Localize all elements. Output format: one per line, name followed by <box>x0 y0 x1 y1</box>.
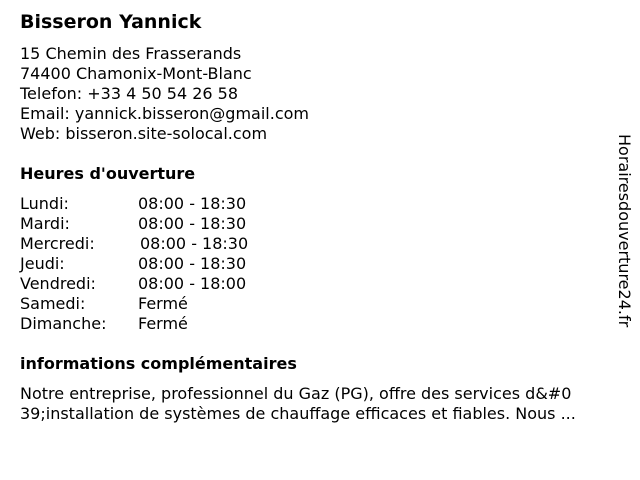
info-description <box>20 384 625 424</box>
day-label: Jeudi: <box>20 254 65 273</box>
hours-row-sunday <box>20 314 300 334</box>
time-value: 08:00 - 18:30 <box>138 254 247 273</box>
day-label: Dimanche: <box>20 314 107 333</box>
hours-row-saturday <box>20 294 300 314</box>
contact-block <box>20 44 309 144</box>
time-value: 08:00 - 18:30 <box>138 194 247 213</box>
day-label: Samedi: <box>20 294 86 313</box>
hours-row-thursday <box>20 254 300 274</box>
business-name: Bisseron Yannick <box>20 11 202 33</box>
day-label: Mercredi: <box>20 234 95 253</box>
info-heading: informations complémentaires <box>20 354 297 373</box>
info-line: Notre entreprise, professionnel du Gaz (PG), offre des services d&#0 <box>20 384 572 403</box>
time-value: Fermé <box>138 314 188 333</box>
day-label: Lundi: <box>20 194 69 213</box>
hours-heading: Heures d'ouverture <box>20 164 196 183</box>
opening-hours-table <box>20 194 300 334</box>
time-value: Fermé <box>138 294 188 313</box>
time-value: 08:00 - 18:30 <box>140 234 249 253</box>
site-watermark: Horairesdouverture24.fr <box>615 134 634 328</box>
hours-row-friday <box>20 274 300 294</box>
city-address: 74400 Chamonix-Mont-Blanc <box>20 64 252 83</box>
day-label: Vendredi: <box>20 274 96 293</box>
hours-row-monday <box>20 194 300 214</box>
phone-number[interactable]: Telefon: +33 4 50 54 26 58 <box>20 84 239 103</box>
hours-row-tuesday <box>20 214 300 234</box>
info-line: 39;installation de systèmes de chauffage efficaces et fiables. Nous ... <box>20 404 576 423</box>
street-address: 15 Chemin des Frasserands <box>20 44 242 63</box>
hours-row-wednesday <box>20 234 300 254</box>
day-label: Mardi: <box>20 214 70 233</box>
time-value: 08:00 - 18:30 <box>138 214 247 233</box>
email-address[interactable]: Email: yannick.bisseron@gmail.com <box>20 104 309 123</box>
time-value: 08:00 - 18:00 <box>138 274 247 293</box>
website-url[interactable]: Web: bisseron.site-solocal.com <box>20 124 268 143</box>
